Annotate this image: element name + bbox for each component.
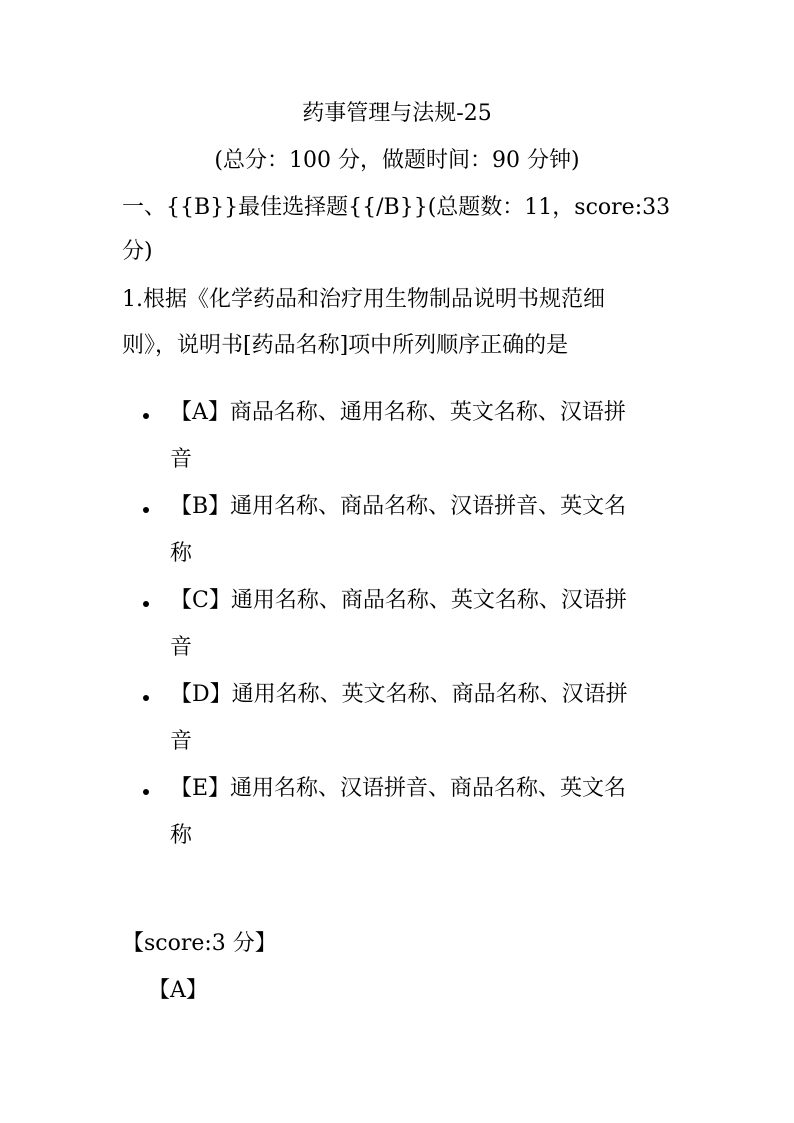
section-heading-continued: 分) [122,239,153,264]
score-label: 【score:3 分】 [122,931,277,956]
bullet-icon [143,789,149,795]
answer-label: 【A】 [148,978,208,1003]
option-e-continued: 称 [170,823,193,848]
option-d: 【D】通用名称、英文名称、商品名称、汉语拼 [170,682,628,707]
question-text: 1.根据《化学药品和治疗用生物制品说明书规范细 [122,287,605,312]
option-b-continued: 称 [170,541,193,566]
option-c: 【C】通用名称、商品名称、英文名称、汉语拼 [170,588,627,613]
bullet-icon [143,413,149,419]
option-b: 【B】通用名称、商品名称、汉语拼音、英文名 [170,494,627,519]
exam-info: (总分：100 分，做题时间：90 分钟) [214,148,580,173]
section-heading: 一、{{B}}最佳选择题{{/B}}(总题数：11，score:33 [122,195,671,220]
question-text-continued: 则》，说明书[药品名称]项中所列顺序正确的是 [122,333,569,358]
option-e: 【E】通用名称、汉语拼音、商品名称、英文名 [170,776,627,801]
bullet-icon [143,695,149,701]
option-c-continued: 音 [170,635,193,660]
bullet-icon [143,601,149,607]
option-a-continued: 音 [170,447,193,472]
option-d-continued: 音 [170,729,193,754]
bullet-icon [143,507,149,513]
document-title: 药事管理与法规-25 [302,101,492,126]
option-a: 【A】商品名称、通用名称、英文名称、汉语拼 [170,400,626,425]
